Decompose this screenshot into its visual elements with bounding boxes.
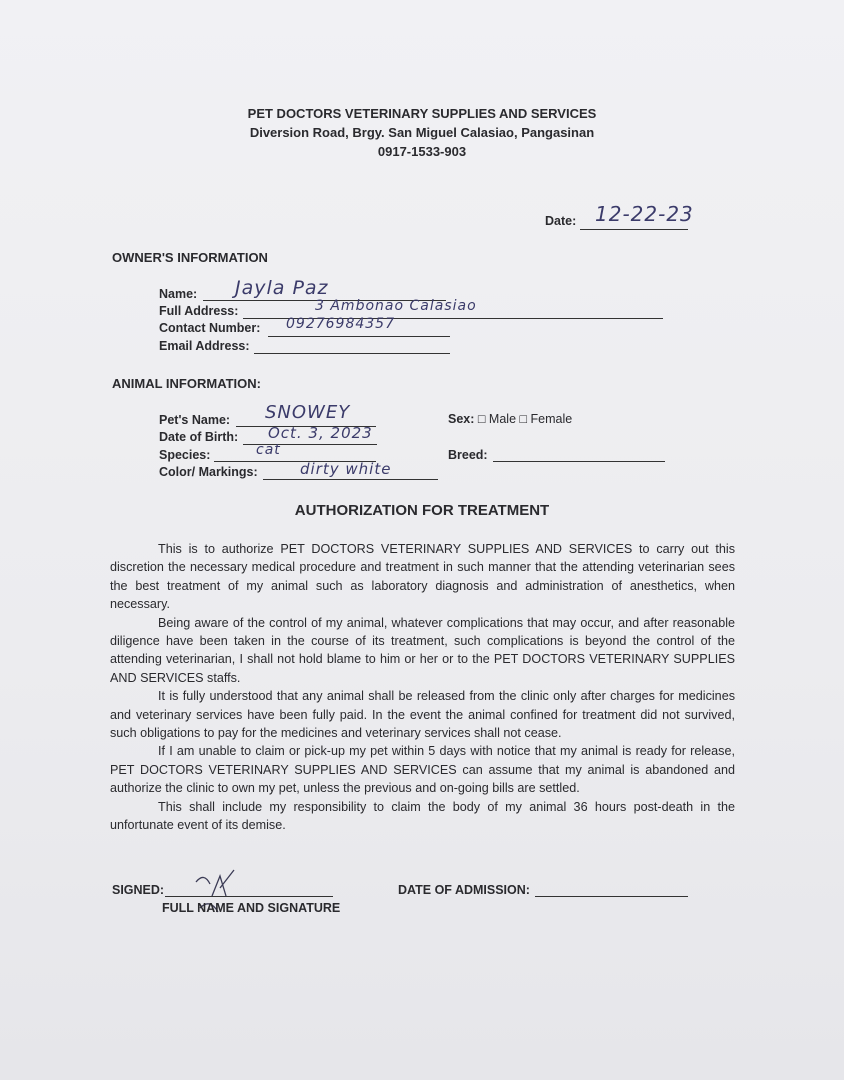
authorization-text <box>110 540 735 835</box>
date-label: Date: <box>545 214 577 228</box>
paragraph: If I am unable to claim or pick-up my pet within 5 days with notice that my animal is ready for release, PET DOCTORS VETERINARY SUPPLIES AND SERVICES can assume that my animal is abandoned and authorize the clinic to own my pet, unless the previous and on-going bills are settled. <box>110 744 735 796</box>
male-checkbox[interactable]: □ Male <box>477 412 517 426</box>
female-checkbox[interactable]: □ Female <box>519 412 573 426</box>
signed-label: SIGNED: <box>112 883 165 897</box>
dob-field[interactable]: Oct. 3, 2023 <box>268 424 373 442</box>
species-field[interactable]: cat <box>256 442 281 458</box>
owner-heading: OWNER'S INFORMATION <box>112 250 268 265</box>
paragraph: This shall include my responsibility to claim the body of my animal 36 hours post-death in the unfortunate event of its demise. <box>110 799 735 833</box>
paragraph: Being aware of the control of my animal, whatever complications that may occur, and after reasonable diligence have been taken in the course of its treatment, such complications is beyond the control of the attending veterinarian, I shall not hold blame to him or her or to the PET DOCTORS VETERINARY SUPPLIES AND SERVICES staffs. <box>110 615 735 685</box>
pet-name-field[interactable]: SNOWEY <box>265 402 351 423</box>
email-field[interactable] <box>254 353 450 354</box>
owner-name-field[interactable]: Jayla Paz <box>235 277 329 299</box>
male-label: Male <box>488 412 517 426</box>
contact-field[interactable]: 09276984357 <box>286 316 395 332</box>
admission-label: DATE OF ADMISSION: <box>398 883 530 897</box>
email-label: Email Address: <box>159 339 250 353</box>
sex-label: Sex: <box>448 412 475 426</box>
name-label: Name: <box>159 287 198 301</box>
address-label: Full Address: <box>159 304 239 318</box>
date-value[interactable]: 12-22-23 <box>595 202 694 226</box>
color-label: Color/ Markings: <box>159 465 258 479</box>
breed-label: Breed: <box>448 448 488 462</box>
female-label: Female <box>530 412 573 426</box>
admission-date-field[interactable] <box>535 896 688 897</box>
pet-name-label: Pet's Name: <box>159 413 231 427</box>
clinic-phone: 0917-1533-903 <box>377 144 467 159</box>
color-field[interactable]: dirty white <box>300 460 392 478</box>
authorization-title: AUTHORIZATION FOR TREATMENT <box>294 502 550 519</box>
species-label: Species: <box>159 448 211 462</box>
paragraph: It is fully understood that any animal shall be released from the clinic only after charges for medicines and veterinary services have been fully paid. In the event the animal confined for treatment did not survived, such obligations to pay for the medicines and veterinary services shall not cease. <box>110 689 735 741</box>
breed-field[interactable] <box>493 461 665 462</box>
signature-caption: FULL NAME AND SIGNATURE <box>162 901 341 915</box>
paragraph: This is to authorize PET DOCTORS VETERINARY SUPPLIES AND SERVICES to carry out this discretion the necessary medical procedure and treatment in such manner that the attending veterinarian sees the best treatment of my animal such as laboratory diagnosis and administration of anesthetics, when necessary. <box>110 542 735 612</box>
address-field[interactable]: 3 Ambonao Calasiao <box>315 298 477 314</box>
contact-label: Contact Number: <box>159 321 261 335</box>
clinic-address: Diversion Road, Brgy. San Miguel Calasiao, Pangasinan <box>249 125 595 140</box>
sex-field <box>448 412 572 426</box>
dob-label: Date of Birth: <box>159 430 239 444</box>
animal-heading: ANIMAL INFORMATION: <box>112 376 261 391</box>
clinic-name: PET DOCTORS VETERINARY SUPPLIES AND SERVICES <box>247 106 597 121</box>
